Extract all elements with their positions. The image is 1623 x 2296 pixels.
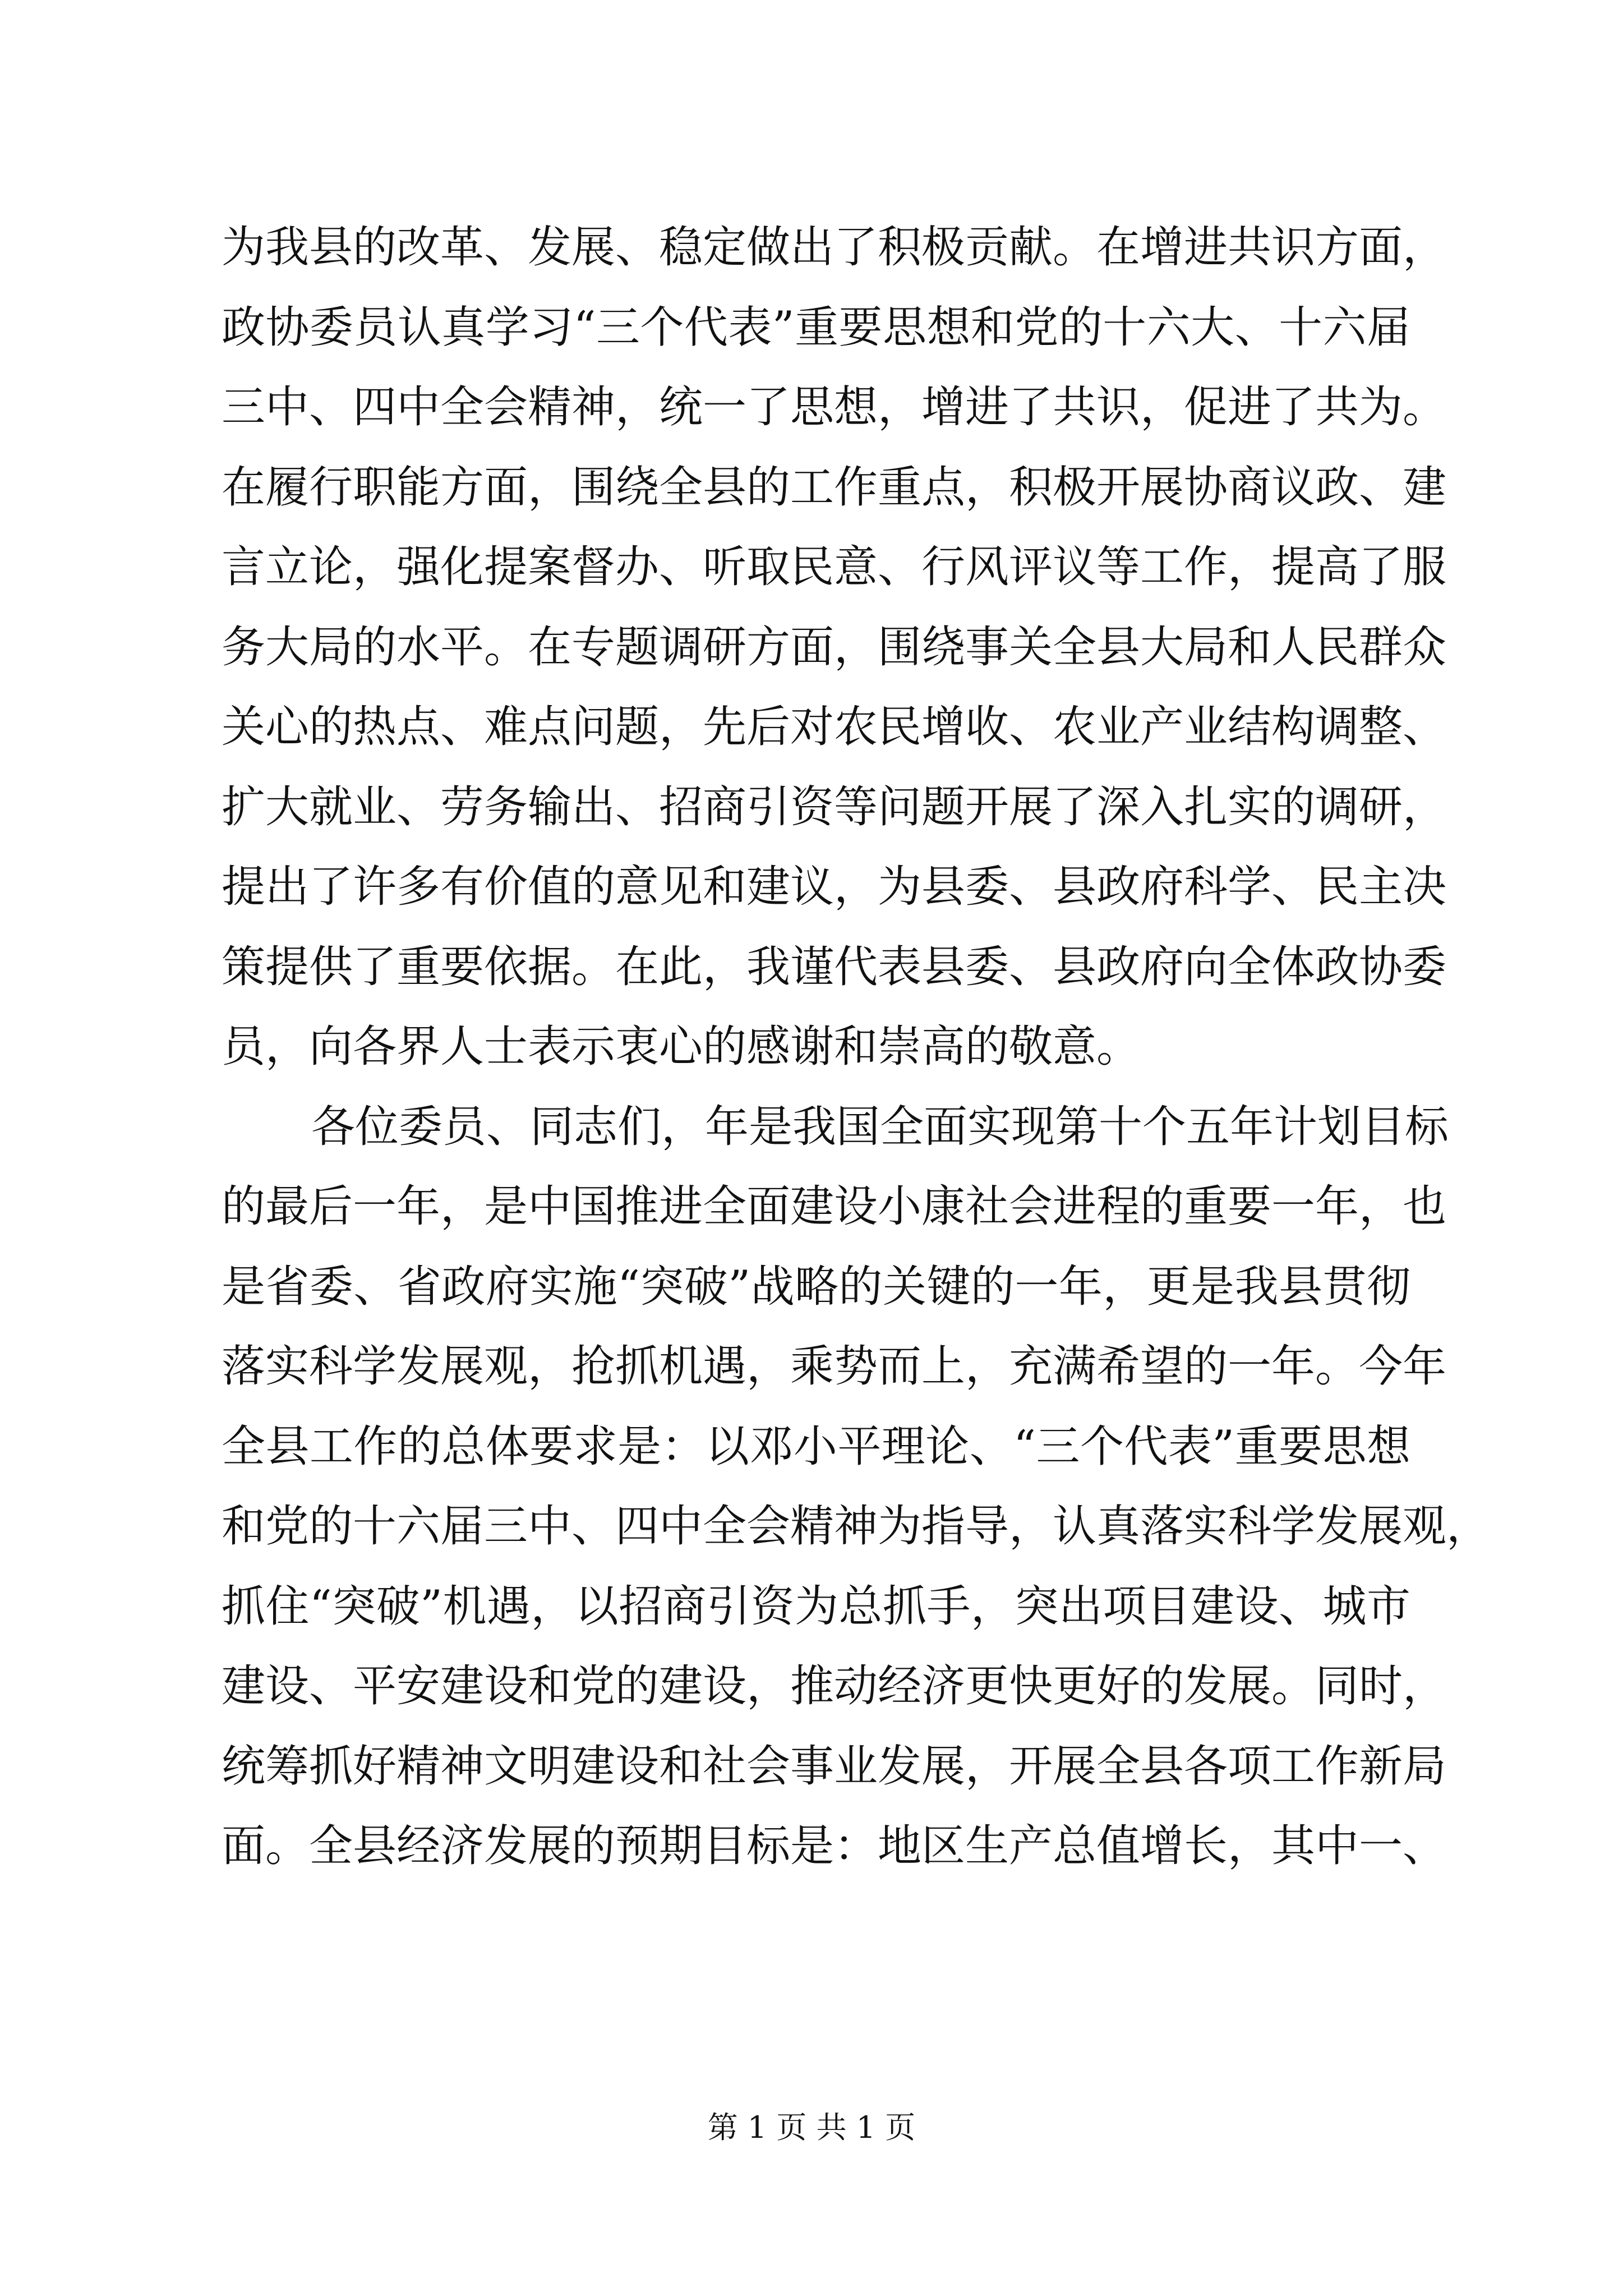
text-line: 扩大就业、劳务输出、招商引资等问题开展了深入扎实的调研， — [222, 781, 1447, 832]
page-number-label: 第 1 页 共 1 页 — [707, 2110, 916, 2145]
text-line: 是省委、省政府实施“突破”战略的关键的一年，更是我县贯彻 — [222, 1261, 1410, 1312]
text-line: 关心的热点、难点问题，先后对农民增收、农业产业结构调整、 — [222, 702, 1447, 752]
text-line: 面。全县经济发展的预期目标是：地区生产总值增长，其中一、 — [222, 1821, 1447, 1871]
document-body — [222, 208, 1491, 1887]
text-line: 为我县的改革、发展、稳定做出了积极贡献。在增进共识方面， — [222, 222, 1447, 273]
text-line: 落实科学发展观，抢抓机遇，乘势而上，充满希望的一年。今年 — [222, 1341, 1447, 1392]
text-line: 政协委员认真学习“三个代表”重要思想和党的十六大、十六届 — [222, 302, 1410, 353]
text-line: 建设、平安建设和党的建设，推动经济更快更好的发展。同时， — [222, 1661, 1447, 1711]
text-line: 言立论，强化提案督办、听取民意、行风评议等工作，提高了服 — [222, 542, 1447, 592]
text-line: 提出了许多有价值的意见和建议，为县委、县政府科学、民主决 — [222, 862, 1447, 912]
page-footer — [0, 2108, 1623, 2147]
text-line: 的最后一年，是中国推进全面建设小康社会进程的重要一年，也 — [222, 1181, 1447, 1232]
text-line: 和党的十六届三中、四中全会精神为指导，认真落实科学发展观， — [222, 1501, 1491, 1552]
text-line: 抓住“突破”机遇，以招商引资为总抓手，突出项目建设、城市 — [222, 1581, 1410, 1632]
text-line: 在履行职能方面，围绕全县的工作重点，积极开展协商议政、建 — [222, 462, 1447, 513]
text-line: 员，向各界人士表示衷心的感谢和崇高的敬意。 — [222, 1022, 1141, 1072]
paragraph-2 — [222, 1087, 1491, 1887]
text-line: 务大局的水平。在专题调研方面，围绕事关全县大局和人民群众 — [222, 622, 1447, 673]
text-line: 各位委员、同志们，年是我国全面实现第十个五年计划目标 — [311, 1101, 1449, 1152]
text-line: 策提供了重要依据。在此，我谨代表县委、县政府向全体政协委 — [222, 941, 1447, 992]
paragraph-1 — [222, 208, 1447, 1087]
text-line: 三中、四中全会精神，统一了思想，增进了共识，促进了共为。 — [222, 382, 1447, 432]
text-line: 全县工作的总体要求是：以邓小平理论、“三个代表”重要思想 — [222, 1421, 1410, 1472]
text-line: 统筹抓好精神文明建设和社会事业发展，开展全县各项工作新局 — [222, 1741, 1447, 1792]
